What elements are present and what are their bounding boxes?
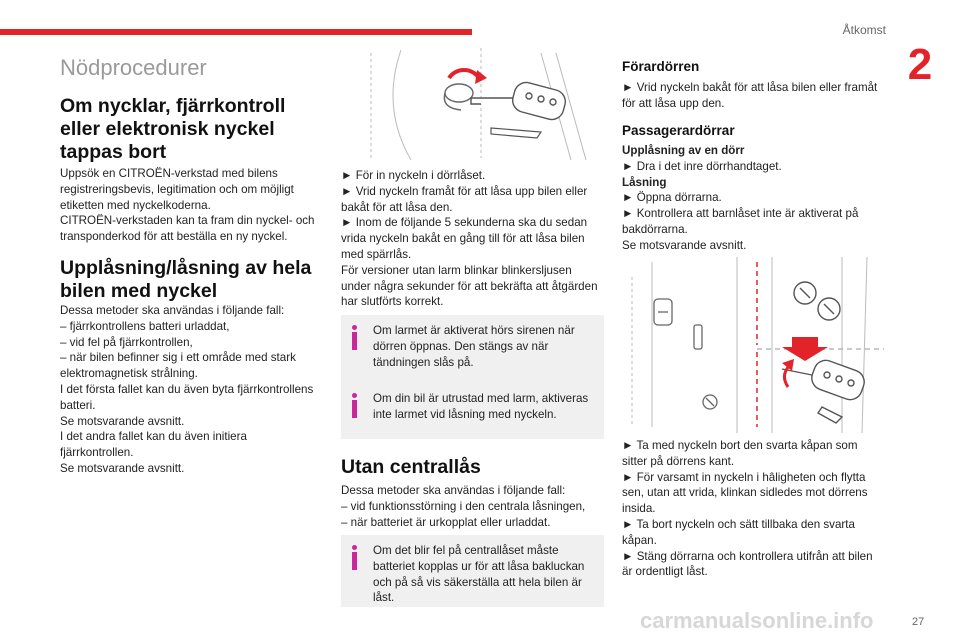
key-fob-icon [471, 80, 568, 122]
page-title: Nödprocedurer [60, 55, 207, 80]
section-title: Åtkomst [842, 23, 886, 37]
chapter-number: 2 [907, 40, 933, 89]
info-icon [351, 545, 358, 571]
step-line: ► Ta med nyckeln bort den svarta kåpan som sitter på dörrens kant. [622, 439, 858, 468]
step-line: Se motsvarande avsnitt. [622, 238, 747, 252]
text-line: Dessa metoder ska användas i följande fall: [341, 484, 566, 497]
key-fob-icon [782, 357, 868, 423]
latch-procedure-steps [622, 438, 884, 580]
info-icon [351, 393, 358, 419]
watermark: carmanualsonline.info [640, 608, 874, 633]
info-icon [351, 325, 358, 351]
text-line: Se motsvarande avsnitt. [60, 414, 185, 428]
door-handle-icon [444, 84, 473, 110]
step-line: ► Vrid nyckeln framåt för att låsa upp bilen eller bakåt för att låsa den. [341, 184, 588, 214]
note-alarm-siren [341, 315, 604, 387]
note-text: Om det blir fel på centrallåset måste batteriet kopplas ur för att låsa bakluckan och på så vis säkerställa att hela bilen är låst. [373, 544, 585, 605]
text-line: – fjärrkontrollens batteri urladdat, [60, 319, 230, 333]
key-blade-icon [491, 128, 541, 138]
step-line: ► Dra i det inre dörrhandtaget. [622, 159, 782, 173]
text-line: – vid funktionsstörning i den centrala låsningen, [341, 499, 586, 513]
step-line: ► Inom de följande 5 sekunderna ska du sedan vrida nyckeln bakåt en gång till för att låsa bilen med spärrlås. [341, 216, 588, 261]
passenger-door-instructions [622, 143, 884, 254]
text-line: I det första fallet kan du även byta fjärrkontrollens batteri. [60, 382, 314, 412]
step-line: ► För in nyckeln i dörrlåset. [341, 169, 486, 182]
heading-passenger-doors: Passagerardörrar [622, 123, 735, 138]
note-alarm-not-armed [341, 383, 604, 439]
header-accent-bar [0, 29, 472, 35]
paragraph-lost-2: CITROËN-verkstaden kan ta fram din nyckel- och transponderkod för att beställa en ny nyckel. [60, 214, 315, 243]
step-line: ► Öppna dörrarna. [622, 191, 722, 205]
step-line: ► Stäng dörrarna och kontrollera utifrån att bilen är ordentligt låst. [622, 549, 873, 579]
unlock-conditions [60, 303, 322, 477]
key-lock-steps [341, 168, 604, 310]
note-central-lock-failure [341, 535, 604, 607]
subheading-unlock-door: Upplåsning av en dörr [622, 144, 745, 157]
heading-unlock-with-key: Upplåsning/låsning av hela bilen med nyckel [60, 257, 312, 302]
note-text: Om din bil är utrustad med larm, aktiveras inte larmet vid låsning med nyckeln. [373, 392, 589, 421]
text-line: – vid fel på fjärrkontrollen, [60, 335, 193, 349]
door-edge-latch-illustration [622, 257, 884, 435]
note-text: Om larmet är aktiverat hörs sirenen när dörren öppnas. Den stängs av när tändningen slås på. [373, 324, 575, 369]
lock-cylinder-icon [794, 282, 840, 320]
arrow-down-icon [782, 337, 828, 361]
page-number: 27 [912, 616, 925, 628]
heading-lost-key: Om nycklar, fjärrkontroll eller elektronisk nyckel tappas bort [60, 95, 286, 163]
text-line: – när batteriet är urkopplat eller urladdat. [341, 515, 551, 529]
step-line: ► För varsamt in nyckeln i hâligheten och flytta sen, utan att vrida, klinkan sidledes mot dörrens insida. [622, 470, 868, 516]
heading-driver-door: Förardörren [622, 59, 700, 74]
driver-door-step: ► Vrid nyckeln bakåt för att låsa bilen eller framåt för att låsa upp den. [622, 81, 878, 110]
text-line: Se motsvarande avsnitt. [60, 461, 185, 475]
door-lock-key-illustration [341, 48, 601, 163]
paragraph-lost-1: Uppsök en CITROËN-verkstad med bilens registreringsbevis, legitimation och om möjligt etiketten med nyckelkoderna. [60, 167, 294, 212]
central-lock-conditions [341, 483, 604, 530]
step-line: För versioner utan larm blinkar blinkersljusen under några sekunder för att bekräfta att åtgärden har slutförts korrekt. [341, 263, 598, 309]
door-latch-icon [654, 299, 717, 409]
step-line: ► Kontrollera att barnlåset inte är aktiverat på bakdörrarna. [622, 207, 859, 236]
text-line: – när bilen befinner sig i ett område med stark elektromagnetisk strålning. [60, 351, 296, 381]
subheading-lock: Låsning [622, 175, 667, 189]
heading-without-central-locking: Utan centrallås [341, 456, 481, 478]
text-line: Dessa metoder ska användas i följande fall: [60, 304, 285, 317]
text-line: I det andra fallet kan du även initiera fjärrkontrollen. [60, 430, 247, 460]
step-line: ► Ta bort nyckeln och sätt tillbaka den svarta kåpan. [622, 517, 855, 547]
